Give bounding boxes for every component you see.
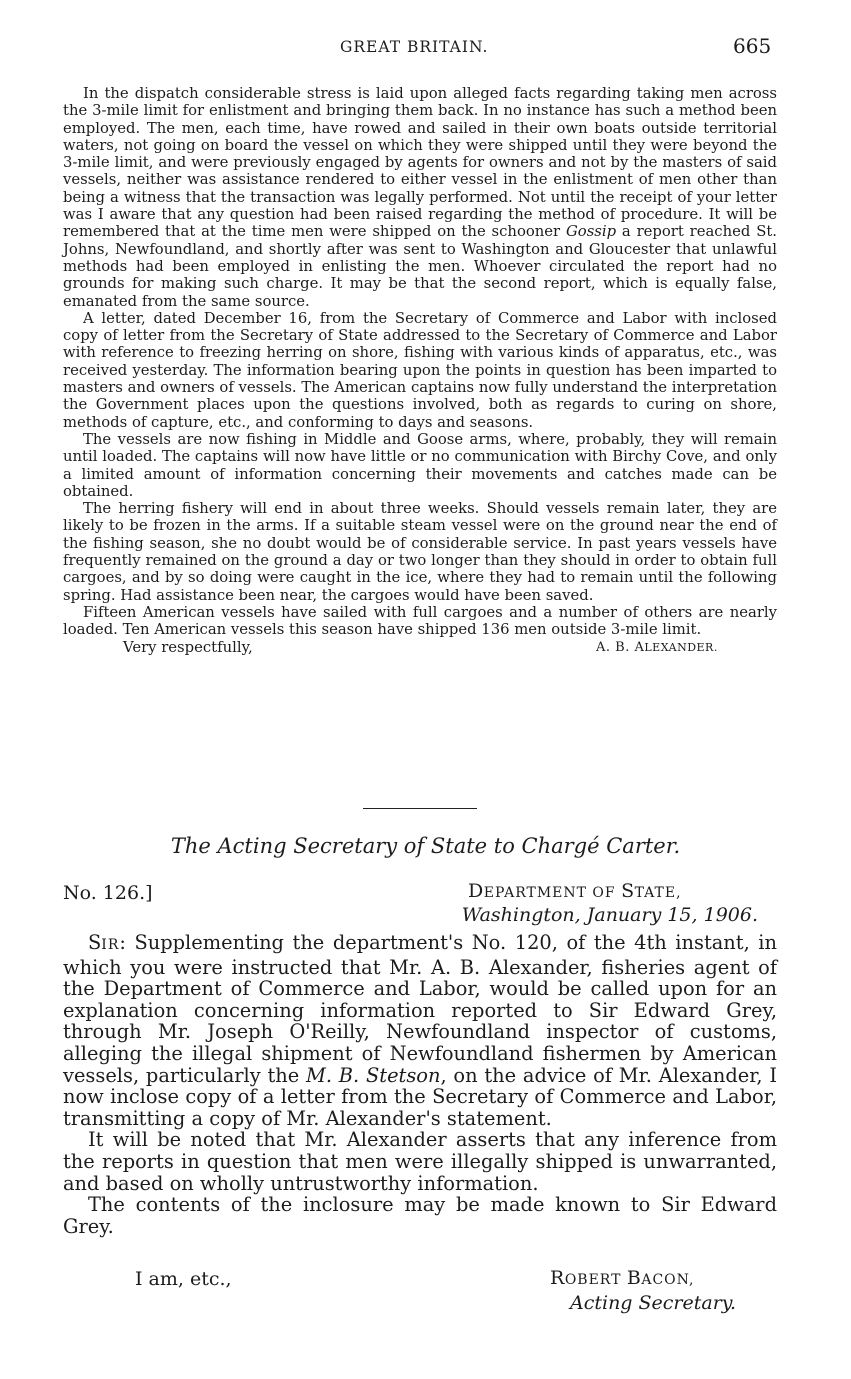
dispatch-number: No. 126.] <box>63 882 153 904</box>
running-title: GREAT BRITAIN. <box>340 38 489 56</box>
department-name: DEPARTMENT OF STATE, <box>468 880 682 902</box>
dispatch-heading: The Acting Secretary of State to Chargé Carter. <box>170 834 681 858</box>
signature-title: Acting Secretary. <box>570 1292 737 1314</box>
vessel-name: Gossip <box>565 223 617 241</box>
dispatch-body <box>63 932 777 1237</box>
dispatch-paragraph: It will be noted that Mr. Alexander asserts that any inference from the reports in question that men were illegally shipped is unwarranted, and based on wholly untrustworthy information. <box>63 1128 777 1195</box>
place-date: Washington, January 15, 1906. <box>461 904 758 926</box>
letter-paragraph: A letter, dated December 16, from the Secretary of Commerce and Labor with inclosed copy of letter from the Secretary of State addressed to the Secretary of Commerce and Labor with reference to freezing herring on shore, fishing with various kinds of apparatus, etc., was received yesterday. The information bearing upon the points in question has been imparted to masters and owners of vessels. The American captains now fully understand the interpretation the Government places upon the questions involved, both as regards to curing on shore, methods of capture, etc., and conforming to days and seasons. <box>63 309 777 431</box>
letter-paragraph: The vessels are now fishing in Middle and Goose arms, where, probably, they will remain until loaded. The captains will now have little or no communication with Birchy Cove, and only a limited amount of information concerning their movements and catches made can be obtained. <box>63 430 777 500</box>
dispatch-closing: I am, etc., <box>135 1268 232 1290</box>
alexander-letter <box>63 85 777 657</box>
letter-paragraph: Fifteen American vessels have sailed with full cargoes and a number of others are nearly loaded. Ten American vessels this season have shipped 136 men outside 3-mile limit. <box>63 603 777 639</box>
letter-signer: A. B. ALEXANDER. <box>596 639 718 655</box>
page-number: 665 <box>733 34 772 58</box>
letter-paragraph: The herring fishery will end in about three weeks. Should vessels remain later, they are likely to be frozen in the arms. If a suitable steam vessel were on the ground near the end of the fishing season, she no doubt would be of considerable service. In past years vessels have frequently remained on the ground a day or two longer than they should in order to obtain full cargoes, and by so doing were caught in the ice, where they had to remain until the following spring. Had assistance been near, the cargoes would have been saved. <box>63 500 777 604</box>
dispatch-paragraph: SIR: Supplementing the department's No. 120, of the 4th instant, in which you were instructed that Mr. A. B. Alexander, fisheries agent of the Department of Commerce and Labor, would be called upon for an explanation concerning information reported to Sir Edward Grey, through Mr. Joseph O'Reilly, Newfoundland inspector of customs, alleging the illegal shipment of Newfoundland fishermen by American vessels, particularly the M. B. Stetson, on the advice of Mr. Alexander, I now inclose copy of a letter from the Secretary of Commerce and Labor, transmitting a copy of Mr. Alexander's statement. <box>63 931 777 1130</box>
page-header <box>0 34 851 64</box>
letter-valediction <box>63 639 777 657</box>
section-divider <box>363 808 477 809</box>
dispatch-signature <box>550 1267 736 1315</box>
letter-closing: Very respectfully, <box>123 638 253 656</box>
dispatch-origin <box>430 880 758 926</box>
signature-name: ROBERT BACON, <box>550 1267 695 1289</box>
salutation: SIR <box>88 931 120 954</box>
vessel-name: M. B. Stetson <box>306 1063 441 1087</box>
letter-paragraph: In the dispatch considerable stress is laid upon alleged facts regarding taking men across the 3-mile limit for enlistment and bringing them back. In no instance has such a method been employed. The men, each time, have rowed and sailed in their own boats outside territorial waters, not going on board the vessel on which they were shipped until they were beyond the 3-mile limit, and were previously engaged by agents for owners and not by the masters of said vessels, neither was assistance rendered to either vessel in the enlistment of men other than being a witness that the transaction was legally performed. Not until the receipt of your letter was I aware that any question had been raised regarding the method of procedure. It will be remembered that at the time men were shipped on the schooner Gossip a report reached St. Johns, Newfoundland, and shortly after was sent to Washington and Gloucester that unlawful methods had been employed in enlisting the men. Whoever circulated the report had no grounds for making such charge. It may be that the second report, which is equally false, emanated from the same source. <box>63 85 777 310</box>
dispatch-paragraph: The contents of the inclosure may be made known to Sir Edward Grey. <box>63 1193 777 1238</box>
